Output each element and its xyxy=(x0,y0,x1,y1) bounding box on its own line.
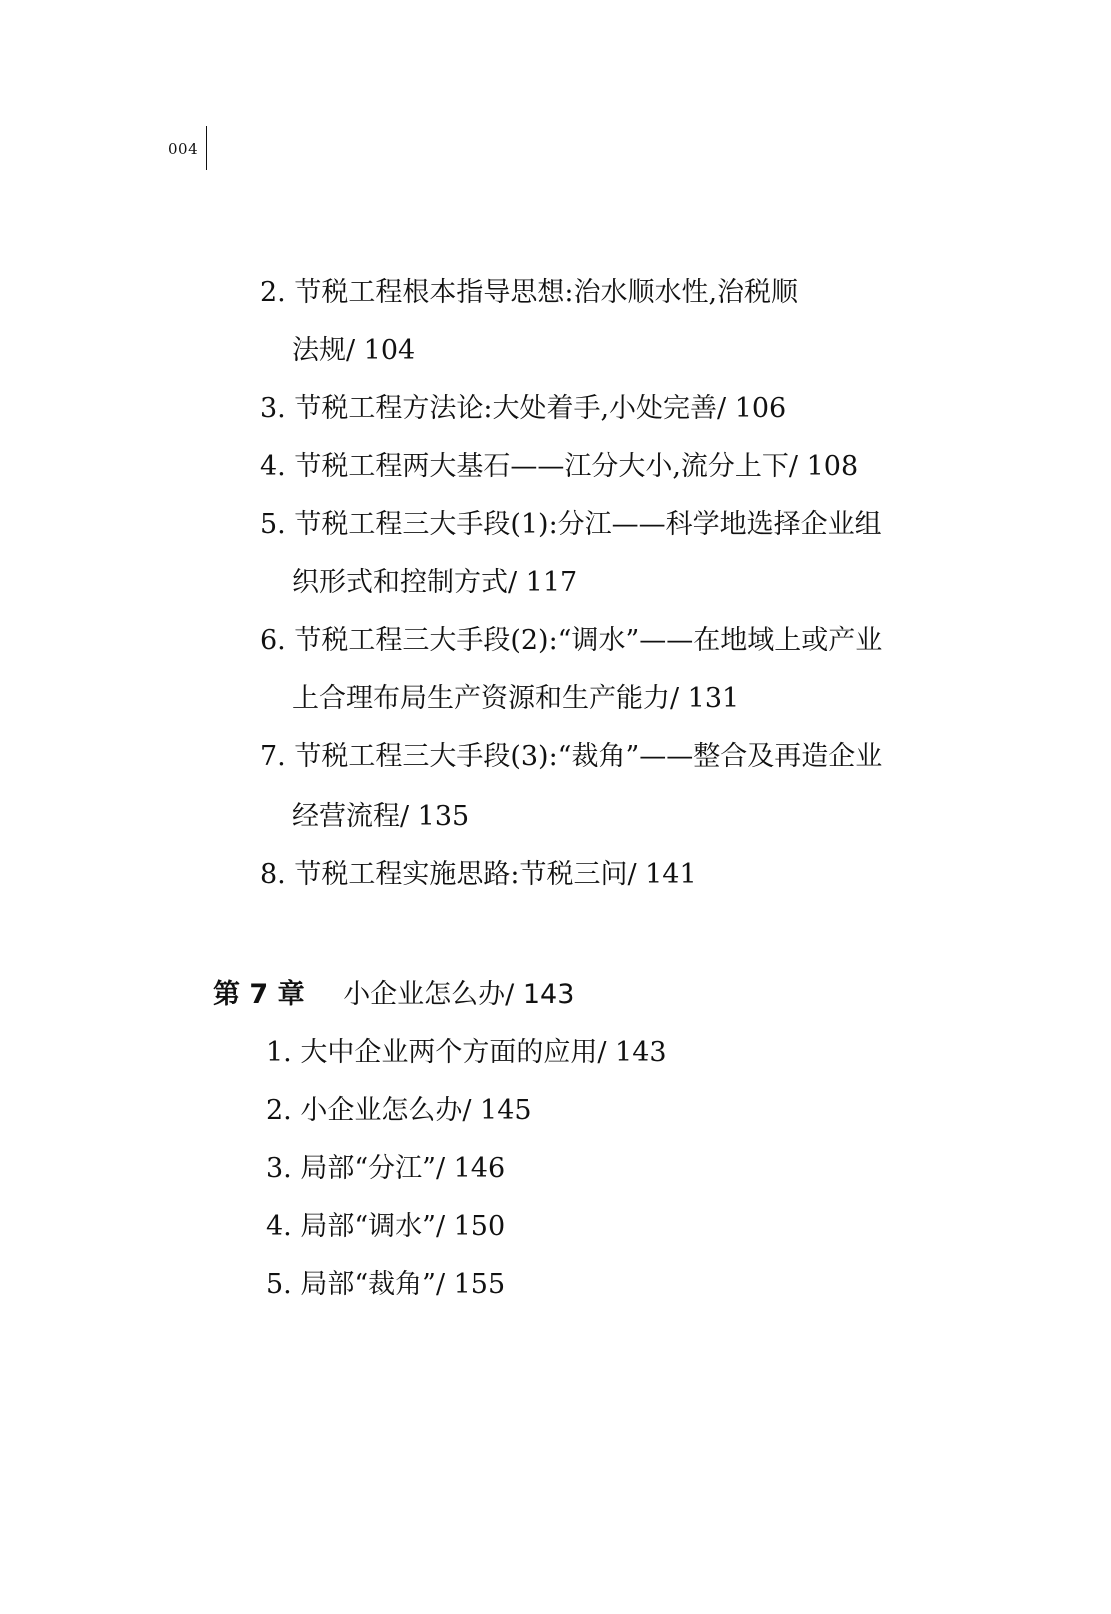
toc-entry-6: 6. 节税工程三大手段(2):“调水”——在地域上或产业 xyxy=(260,625,883,656)
toc-entry-5: 5. 节税工程三大手段(1):分江——科学地选择企业组 xyxy=(260,509,882,540)
chapter-entry-2: 2. 小企业怎么办/ 145 xyxy=(266,1095,532,1126)
toc-entry-2-cont: 法规/ 104 xyxy=(292,335,416,366)
toc-entry-6-cont: 上合理布局生产资源和生产能力/ 131 xyxy=(292,683,740,714)
chapter-entry-4: 4. 局部“调水”/ 150 xyxy=(266,1211,506,1242)
toc-entry-2: 2. 节税工程根本指导思想:治水顺水性,治税顺 xyxy=(260,277,799,308)
chapter-entry-1: 1. 大中企业两个方面的应用/ 143 xyxy=(266,1037,667,1068)
chapter-entry-5: 5. 局部“裁角”/ 155 xyxy=(266,1269,506,1300)
chapter-label: 第 7 章 xyxy=(213,979,305,1010)
chapter-entry-3: 3. 局部“分江”/ 146 xyxy=(266,1153,506,1184)
toc-entry-3: 3. 节税工程方法论:大处着手,小处完善/ 106 xyxy=(260,393,787,424)
toc-entry-7: 7. 节税工程三大手段(3):“裁角”——整合及再造企业 xyxy=(260,741,883,772)
chapter-heading xyxy=(213,978,574,1012)
chapter-title: 小企业怎么办/ 143 xyxy=(343,979,575,1010)
toc-entry-8: 8. 节税工程实施思路:节税三问/ 141 xyxy=(260,859,697,890)
header-divider xyxy=(206,126,207,170)
toc-entry-4: 4. 节税工程两大基石——江分大小,流分上下/ 108 xyxy=(260,451,859,482)
toc-entry-5-cont: 织形式和控制方式/ 117 xyxy=(292,567,578,598)
page-number: 004 xyxy=(168,140,199,158)
toc-entry-7-cont: 经营流程/ 135 xyxy=(292,801,470,832)
